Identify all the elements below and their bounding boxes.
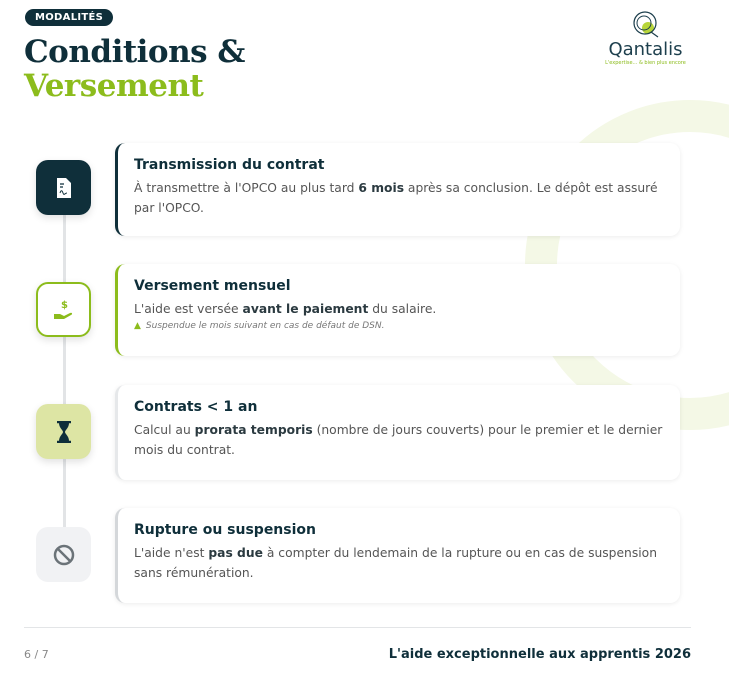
step-text: À transmettre à l'OPCO au plus tard 6 mois après sa conclusion. Le dépôt est assuré par l'OPCO. bbox=[134, 181, 658, 215]
step-card-transmission bbox=[115, 143, 680, 236]
logo bbox=[598, 10, 693, 70]
timeline-line bbox=[60, 190, 68, 560]
footer-title: L'aide exceptionnelle aux apprentis 2026 bbox=[388, 647, 691, 662]
hand-dollar-icon bbox=[36, 282, 91, 337]
step-text: Calcul au prorata temporis (nombre de jours couverts) pour le premier et le dernier mois du contrat. bbox=[134, 423, 663, 457]
page-title-line1: Conditions & bbox=[24, 34, 245, 70]
step-title: Rupture ou suspension bbox=[134, 522, 316, 538]
step-title: Versement mensuel bbox=[134, 278, 291, 294]
document-icon bbox=[36, 160, 91, 215]
logo-name: Qantalis bbox=[608, 39, 683, 60]
prohibited-icon bbox=[36, 527, 91, 582]
step-card-versement bbox=[115, 264, 680, 356]
warning-note: ▲ Suspendue le mois suivant en cas de défaut de DSN. bbox=[134, 321, 385, 331]
step-text: L'aide n'est pas due à compter du lendemain de la rupture ou en cas de suspension sans rémunération. bbox=[134, 546, 657, 580]
step-card-rupture bbox=[115, 508, 680, 603]
step-title: Transmission du contrat bbox=[134, 157, 325, 173]
page-title-line2: Versement bbox=[24, 68, 204, 104]
svg-text:$: $ bbox=[60, 299, 68, 311]
footer-divider bbox=[24, 627, 691, 628]
section-badge: MODALITÉS bbox=[25, 9, 113, 26]
logo-mark-icon bbox=[631, 10, 661, 40]
step-text: L'aide est versée avant le paiement du salaire. bbox=[134, 302, 437, 316]
step-title: Contrats < 1 an bbox=[134, 399, 258, 415]
warning-icon: ▲ bbox=[134, 321, 141, 331]
page-number: 6 / 7 bbox=[24, 648, 49, 661]
hourglass-icon bbox=[36, 404, 91, 459]
step-card-contrats bbox=[115, 385, 680, 480]
logo-tagline: L'expertise... & bien plus encore bbox=[605, 60, 686, 66]
